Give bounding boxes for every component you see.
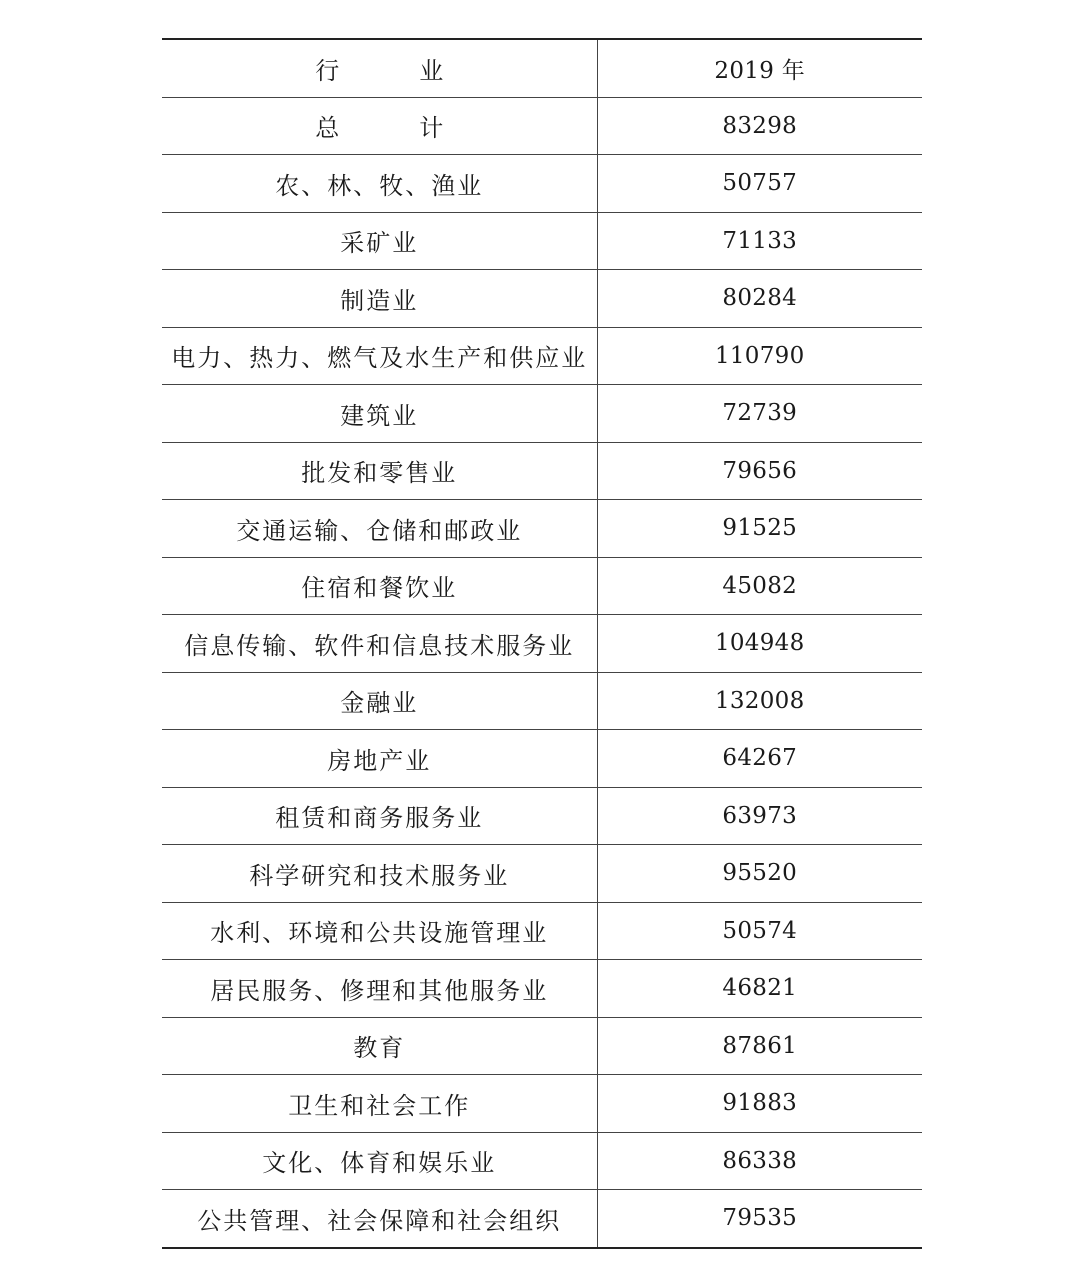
row-industry-label: 农、林、牧、渔业: [162, 155, 597, 213]
row-value: 64267: [597, 730, 922, 788]
table-row: [162, 672, 922, 730]
row-industry-label: 教育: [162, 1017, 597, 1075]
table-row: [162, 1132, 922, 1190]
row-value: 80284: [597, 270, 922, 328]
row-industry-label: 批发和零售业: [162, 442, 597, 500]
row-value: 95520: [597, 845, 922, 903]
table-row: [162, 500, 922, 558]
table-row: [162, 730, 922, 788]
table-row: [162, 155, 922, 213]
row-value: 83298: [597, 97, 922, 155]
table-row: [162, 845, 922, 903]
row-industry-label: 制造业: [162, 270, 597, 328]
row-industry-label: 水利、环境和公共设施管理业: [162, 902, 597, 960]
row-industry-label: 居民服务、修理和其他服务业: [162, 960, 597, 1018]
row-industry-label: 房地产业: [162, 730, 597, 788]
row-value: 50757: [597, 155, 922, 213]
table-header: [162, 39, 922, 97]
header-row: [162, 39, 922, 97]
row-value: 63973: [597, 787, 922, 845]
header-year: 2019 年: [597, 39, 922, 97]
table-row: [162, 212, 922, 270]
table-row: [162, 557, 922, 615]
row-value: 91883: [597, 1075, 922, 1133]
row-industry-label: 采矿业: [162, 212, 597, 270]
row-industry-label: 文化、体育和娱乐业: [162, 1132, 597, 1190]
row-value: 104948: [597, 615, 922, 673]
table-row: [162, 327, 922, 385]
row-industry-label: 金融业: [162, 672, 597, 730]
row-industry-label: 建筑业: [162, 385, 597, 443]
industry-wage-table-container: [162, 38, 922, 1249]
table-row: [162, 442, 922, 500]
table-row: [162, 902, 922, 960]
row-value: 71133: [597, 212, 922, 270]
row-value: 72739: [597, 385, 922, 443]
row-industry-label: 科学研究和技术服务业: [162, 845, 597, 903]
industry-wage-table: [162, 38, 922, 1249]
table-row: [162, 1190, 922, 1248]
row-industry-label: 住宿和餐饮业: [162, 557, 597, 615]
row-value: 50574: [597, 902, 922, 960]
table-row-total: [162, 97, 922, 155]
row-industry-label: 公共管理、社会保障和社会组织: [162, 1190, 597, 1248]
row-industry-label: 租赁和商务服务业: [162, 787, 597, 845]
table-row: [162, 1075, 922, 1133]
header-industry: 行 业: [162, 39, 597, 97]
row-value: 91525: [597, 500, 922, 558]
row-industry-label: 卫生和社会工作: [162, 1075, 597, 1133]
table-row: [162, 1017, 922, 1075]
table-row: [162, 615, 922, 673]
row-industry-label: 信息传输、软件和信息技术服务业: [162, 615, 597, 673]
row-industry-label: 电力、热力、燃气及水生产和供应业: [162, 327, 597, 385]
table-row: [162, 787, 922, 845]
table-row: [162, 385, 922, 443]
row-industry-label: 交通运输、仓储和邮政业: [162, 500, 597, 558]
row-value: 110790: [597, 327, 922, 385]
table-body: [162, 97, 922, 1248]
row-value: 79535: [597, 1190, 922, 1248]
row-value: 87861: [597, 1017, 922, 1075]
row-industry-label: 总 计: [162, 97, 597, 155]
row-value: 46821: [597, 960, 922, 1018]
table-row: [162, 960, 922, 1018]
row-value: 45082: [597, 557, 922, 615]
row-value: 79656: [597, 442, 922, 500]
table-row: [162, 270, 922, 328]
row-value: 132008: [597, 672, 922, 730]
row-value: 86338: [597, 1132, 922, 1190]
